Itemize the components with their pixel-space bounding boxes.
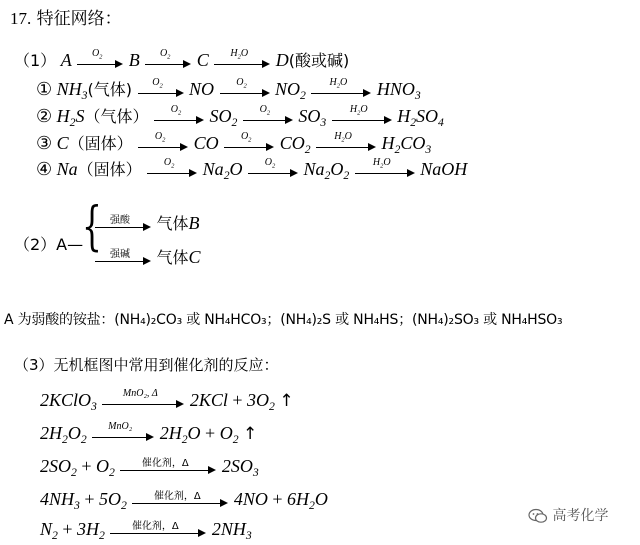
- heading-title: 特征网络：: [36, 9, 122, 29]
- catalyst-equation-kclo3: 2KClO$_3$ MnO₂, Δ $2KCl + 3O_2$ ↑: [40, 387, 294, 414]
- reaction-arrow: $H_2O$: [316, 138, 376, 152]
- part1-label: （1）: [14, 51, 57, 70]
- reaction-arrow: $O_2$: [147, 164, 197, 178]
- reaction-arrow: $O_2$: [77, 55, 123, 69]
- part1-row-c: ③ C（固体） $O_2$ CO $O_2$ $CO_2$ $H_2O$ $H_2CO_3$: [36, 130, 432, 157]
- reaction-arrow: MnO₂: [92, 428, 154, 442]
- reaction-arrow: $H_2O$: [311, 84, 371, 98]
- wechat-icon: [528, 508, 548, 524]
- reaction-arrow: $O_2$: [138, 138, 188, 152]
- reaction-arrow: $O_2$: [220, 84, 270, 98]
- heading: [10, 4, 122, 29]
- reaction-arrow: 强碱: [95, 252, 151, 266]
- reaction-arrow: 催化剂，Δ: [132, 494, 228, 508]
- reaction-arrow: $H_2O$: [332, 111, 392, 125]
- reaction-arrow: $H_2O$: [355, 164, 415, 178]
- heading-number: 17.: [10, 9, 32, 28]
- gas-arrow-icon: ↑: [243, 424, 258, 444]
- part1-general-chain: （1） A $O_2$ B $O_2$ C $H_2O$ D(酸或碱): [14, 47, 350, 70]
- reaction-arrow: 强酸: [95, 218, 151, 232]
- reaction-arrow: $O_2$: [243, 111, 293, 125]
- ammonium-salt-note: A 为弱酸的铵盐：(NH₄)₂CO₃ 或 NH₄HCO₃；(NH₄)₂S 或 NH₄HS；(NH₄)₂SO₃ 或 NH₄HSO₃: [4, 312, 563, 328]
- reaction-arrow: $O_2$: [145, 55, 191, 69]
- catalyst-equation-h2o2: $2H_2O_2$ MnO₂ $2H_2O + O_2$ ↑: [40, 420, 258, 447]
- reaction-arrow: 催化剂，Δ: [110, 524, 206, 538]
- watermark-text: 高考化学: [552, 508, 609, 524]
- catalyst-equation-so2: $2SO_2 + O_2$ 催化剂，Δ $2SO_3$: [40, 456, 259, 480]
- catalyst-equation-nh3: $4NH_3 + 5O_2$ 催化剂，Δ $4NO + 6H_2O$: [40, 489, 328, 513]
- part1-row-nh3: ① $NH_3$(气体) $O_2$ NO $O_2$ $NO_2$ $H_2O$ $HNO_3$: [36, 76, 421, 103]
- reaction-arrow: 催化剂，Δ: [120, 461, 216, 475]
- part2-upper-branch: 强酸 气体B: [94, 211, 200, 234]
- watermark: [528, 505, 608, 525]
- reaction-arrow: $O_2$: [224, 138, 274, 152]
- part3-title: （3）无机框图中常用到催化剂的反应：: [14, 356, 279, 374]
- part1-row-h2s: ② $H_2S$（气体） $O_2$ $SO_2$ $O_2$ $SO_3$ $H_2O$ $H_2SO_4$: [36, 103, 444, 130]
- gas-arrow-icon: ↑: [279, 391, 294, 411]
- catalyst-equation-n2: $N_2 + 3H_2$ 催化剂，Δ $2NH_3$: [40, 519, 252, 543]
- reaction-arrow: $O_2$: [248, 164, 298, 178]
- part2-label: （2）A—: [14, 235, 84, 254]
- reaction-arrow: $O_2$: [138, 84, 184, 98]
- reaction-arrow: $O_2$: [154, 111, 204, 125]
- reaction-arrow: MnO₂, Δ: [102, 395, 184, 409]
- reaction-arrow: $H_2O$: [214, 55, 270, 69]
- part1-row-na: ④ Na（固体） $O_2$ $Na_2O$ $O_2$ $Na_2O_2$ $H_2O$ NaOH: [36, 156, 468, 183]
- part2-lower-branch: 强碱 气体C: [94, 245, 201, 268]
- curly-brace: {: [82, 197, 102, 257]
